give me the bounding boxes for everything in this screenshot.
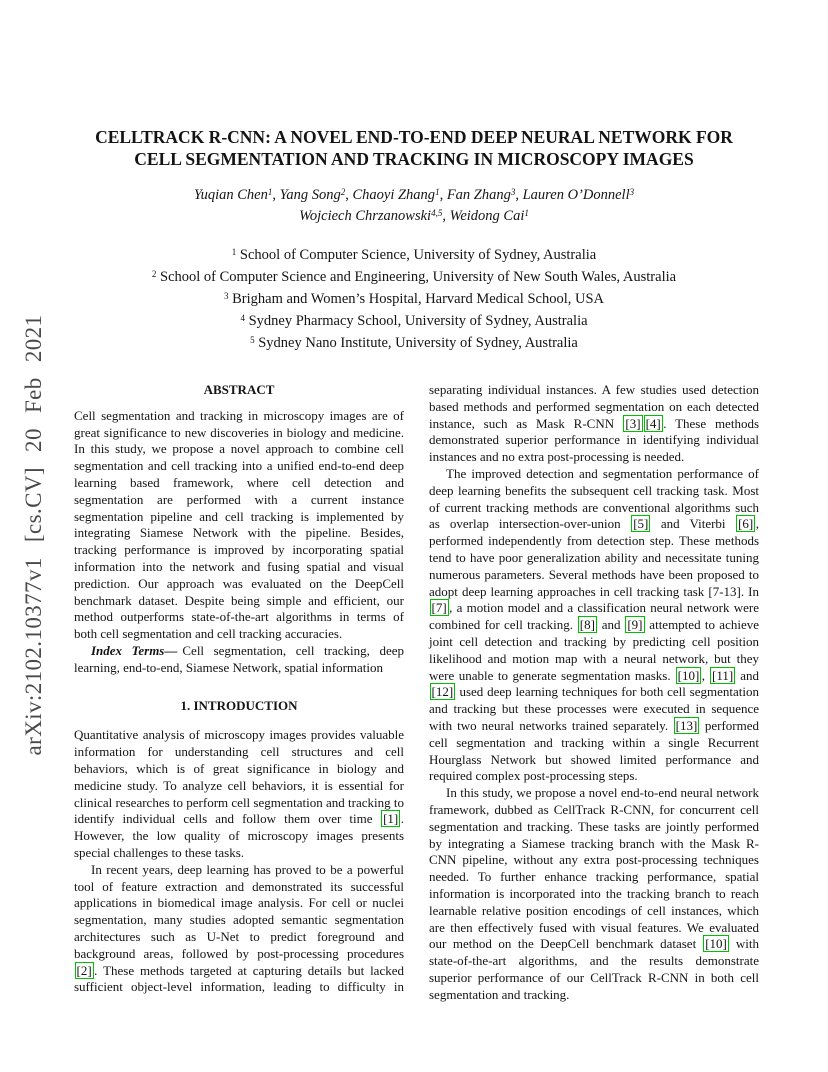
author-name: Lauren O’Donnell [522, 187, 630, 203]
author-affiliation-ref: 3 [510, 186, 516, 197]
citation-link[interactable]: [12] [431, 684, 454, 700]
author-line: Yuqian Chen$^1$, Yang Song$^2$, Chaoyi Zhang$^1$, Fan Zhang$^3$, Lauren O’Donnell$^3$ [193, 186, 635, 203]
author-list [0, 185, 828, 227]
left-column [74, 382, 404, 1003]
author-affiliation-ref: 4,5 [431, 207, 443, 218]
abstract-heading: ABSTRACT [203, 382, 275, 397]
intro-paragraph-2: In recent years, deep learning has proved to be a powerful tool of feature extraction and demonstrated its successful applications in biomedical image analysis. For cell or nuclei segmentation, many studies adopted semantic segmentation architectures such as U-Net to predict foreground and background areas, followed by post-processing procedures [2] . These methods targeted at capturing details but lacked sufficient object-level information, leading to difficulty in [74, 861, 404, 995]
citation-link[interactable]: [8] [579, 617, 595, 633]
right-column [429, 382, 759, 1003]
citation-link[interactable]: [5] [633, 516, 649, 532]
index-terms-text: Cell segmentation, cell tracking, deep learning, end-to-end, Siamese Network, spatial information [74, 642, 404, 675]
citation-link[interactable]: [1] [383, 811, 399, 827]
two-column-body [74, 382, 759, 1003]
citation-link[interactable]: [7] [431, 600, 447, 616]
arxiv-watermark: arXiv:2102.10377v1 [cs.CV] 20 Feb 2021 [21, 314, 46, 756]
affiliation-number: 3 [223, 290, 229, 301]
citation-link[interactable]: [13] [675, 717, 698, 733]
affiliation-list [0, 244, 828, 354]
author-affiliation-ref: 2 [340, 186, 346, 197]
affiliation-number: 5 [250, 334, 255, 345]
affiliation-line: $^1$ School of Computer Science, University of Sydney, Australia [231, 246, 597, 263]
intro-paragraph-2-continued: separating individual instances. A few studies used detection based methods and performed segmentation on each detected instance, such as Mask R-CNN [3] [4] . These methods demonstrated superior performance in identifying individual instances and no extra post-processing is needed. [429, 382, 760, 465]
paper-title: CELLTRACK R-CNN: A NOVEL END-TO-END DEEP NEURAL NETWORK FOR CELL SEGMENTATION AND TRACKING IN MICROSCOPY IMAGES [95, 127, 733, 169]
affiliation-number: 2 [151, 268, 157, 279]
affiliation-number: 1 [231, 246, 237, 257]
affiliation-line: $^3$ Brigham and Women’s Hospital, Harvard Medical School, USA [223, 290, 604, 307]
author-name: Yuqian Chen [193, 187, 268, 203]
affiliation-line: $^2$ School of Computer Science and Engineering, University of New South Wales, Australia [151, 268, 677, 285]
citation-link[interactable]: [10] [705, 936, 727, 952]
author-affiliation-ref: 3 [629, 186, 635, 197]
author-line: Wojciech Chrzanowski$^{4,5}$, Weidong Cai$^1$ [299, 207, 529, 224]
introduction-heading: 1. INTRODUCTION [180, 697, 298, 713]
citation-link[interactable]: [2] [76, 962, 92, 978]
abstract-paragraph: Cell segmentation and tracking in microscopy images are of great significance to new discoveries in biology and medicine. In this study, we propose a novel approach to combine cell segmentation and cell tracking into a unified end-to-end deep learning based framework, where cell detection and segmentation are performed with a current instance segmentation pipeline and cell tracking is implemented by integrating Siamese Network with the pipeline. Besides, tracking performance is improved by incorporating spatial information into the network and fusing spatial and visual prediction. Our approach was evaluated on the DeepCell benchmark dataset. Despite being simple and efficient, our method outperforms state-of-the-art algorithms in terms of both cell segmentation and cell tracking accuracies. [74, 407, 404, 642]
citation-link[interactable]: [6] [738, 516, 754, 532]
author-affiliation-ref: 1 [524, 207, 529, 218]
citation-link[interactable]: [3] [625, 415, 641, 431]
affiliation-number: 4 [240, 312, 245, 323]
paper-header [0, 0, 828, 354]
citation-link[interactable]: [4] [645, 415, 661, 431]
citation-link[interactable]: [11] [712, 667, 734, 683]
intro-paragraph-1: Quantitative analysis of microscopy images provides valuable information for understanding cell structures and cell behaviors, which is of great significance in biology and medicine study. To analyze cell behaviors, it is essential for clinical researches to perform cell segmentation and tracking to identify individual cells and follow them over time [1] . However, the low quality of microscopy images presents special challenges to these tasks. [74, 727, 404, 860]
affiliation-line: $^4$ Sydney Pharmacy School, University of Sydney, Australia [240, 312, 588, 329]
intro-paragraph-3: The improved detection and segmentation performance of deep learning benefits the subsequent cell tracking task. Most of current tracking methods are conventional algorithms such as overlap intersection-over-union [5] and Viterbi [6] , performed independently from detection step. These methods tend to have poor generalization ability and necessitate tuning numerous parameters. Several methods have been proposed to adopt deep learning approaches in cell tracking task [7-13]. In [7] , a motion model and a classification neural network were combined for cell tracking. [8] and [9] attempted to achieve joint cell detection and tracking by predicting cell position likelihood and motion map with a neural network, but they were unable to generate segmentation masks. [10] , [11] and [12] used deep learning techniques for both cell segmentation and tracking but these processes were executed in sequence with two neural networks trained separately. [13] performed cell segmentation and tracking within a single Recurrent Hourglass Network but showed limited performance and required complex post-processing steps. [429, 465, 760, 784]
author-name: Weidong Cai [449, 208, 525, 224]
author-name: Yang Song [279, 187, 341, 203]
citation-link[interactable]: [9] [627, 617, 643, 633]
affiliation-line: $^5$ Sydney Nano Institute, University of Sydney, Australia [250, 334, 578, 351]
author-affiliation-ref: 1 [267, 186, 273, 197]
author-name: Fan Zhang [446, 187, 511, 203]
index-terms-label: Index Terms— [91, 642, 178, 658]
author-name: Wojciech Chrzanowski [299, 208, 432, 224]
citation-link[interactable]: [10] [677, 667, 700, 683]
index-terms-paragraph [74, 643, 404, 677]
author-affiliation-ref: 1 [435, 186, 440, 197]
intro-paragraph-4: In this study, we propose a novel end-to-end neural network framework, dubbed as CellTrack R-CNN, for concurrent cell segmentation and tracking. These tasks are jointly performed by integrating a Siamese tracking branch with the Mask R-CNN pipeline, without any extra post-processing techniques needed. To further enhance tracking performance, spatial information is incorporated into the tracking branch to reach learnable relative position encodings of cell instances, which are then effectively fused with visual features. We evaluated our method on the DeepCell benchmark dataset [10] with state-of-the-art algorithms, and the results demonstrate superior performance of our CellTrack R-CNN in both cell segmentation and tracking. [429, 785, 759, 1002]
author-name: Chaoyi Zhang [352, 187, 436, 203]
